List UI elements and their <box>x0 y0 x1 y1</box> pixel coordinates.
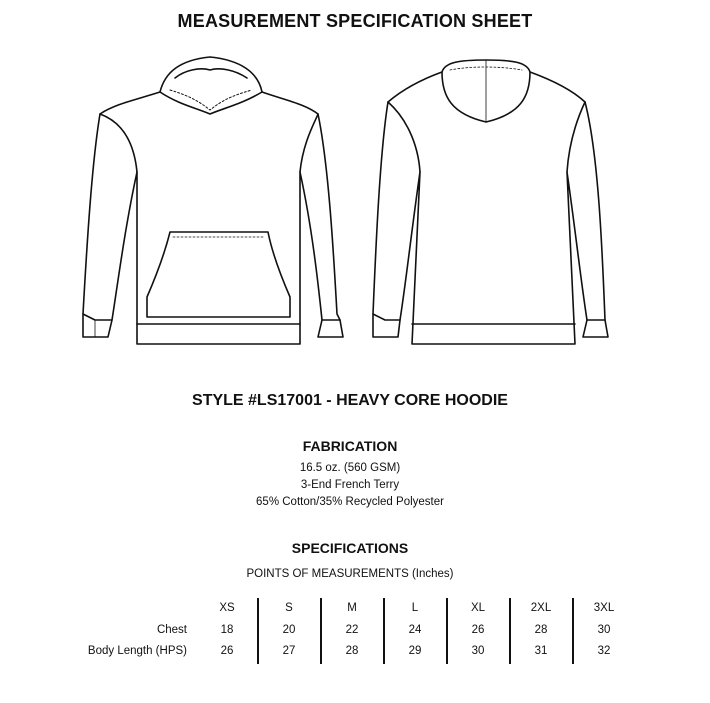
body-length-s: 27 <box>282 645 296 657</box>
body-length-3xl: 32 <box>597 645 611 657</box>
hoodie-front-illustration <box>83 57 343 344</box>
body-length-xl: 30 <box>471 645 485 657</box>
chest-l: 24 <box>408 624 422 636</box>
hoodie-back-illustration <box>373 60 608 344</box>
size-header-l: L <box>411 602 419 614</box>
chest-m: 22 <box>345 624 359 636</box>
size-header-s: S <box>285 602 293 614</box>
row-label-chest: Chest <box>156 624 187 636</box>
chest-s: 20 <box>282 624 296 636</box>
sheet-title: MEASUREMENT SPECIFICATION SHEET <box>177 11 533 31</box>
specifications-heading: SPECIFICATIONS <box>291 540 409 556</box>
body-length-m: 28 <box>345 645 359 657</box>
fabrication-details <box>0 460 700 511</box>
size-header-m: M <box>347 602 357 614</box>
chest-3xl: 30 <box>597 624 611 636</box>
column-divider <box>509 598 511 664</box>
body-length-l: 29 <box>408 645 422 657</box>
body-length-2xl: 31 <box>534 645 548 657</box>
column-divider <box>257 598 259 664</box>
row-label-body-length: Body Length (HPS) <box>87 645 187 657</box>
measurements-subheading: POINTS OF MEASUREMENTS (Inches) <box>246 568 454 580</box>
fabrication-weight: 16.5 oz. (560 GSM) <box>299 462 401 474</box>
size-header-3xl: 3XL <box>593 602 615 614</box>
size-header-xs: XS <box>219 602 235 614</box>
column-divider <box>446 598 448 664</box>
chest-xl: 26 <box>471 624 485 636</box>
column-divider <box>572 598 574 664</box>
size-header-xl: XL <box>470 602 486 614</box>
fabrication-knit: 3-End French Terry <box>300 479 400 491</box>
body-length-xs: 26 <box>220 645 234 657</box>
size-header-2xl: 2XL <box>530 602 552 614</box>
column-divider <box>320 598 322 664</box>
fabrication-heading: FABRICATION <box>302 438 398 454</box>
hoodie-drawings <box>0 52 710 352</box>
style-title: STYLE #LS17001 - HEAVY CORE HOODIE <box>192 392 508 409</box>
chest-xs: 18 <box>220 624 234 636</box>
column-divider <box>383 598 385 664</box>
fabrication-composition: 65% Cotton/35% Recycled Polyester <box>256 496 444 508</box>
chest-2xl: 28 <box>534 624 548 636</box>
